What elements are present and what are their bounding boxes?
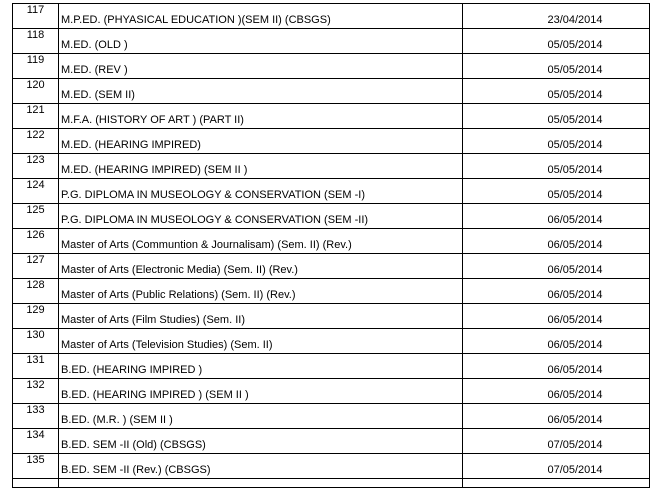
exam-date-cell: 06/05/2014	[463, 379, 650, 404]
table-row	[13, 29, 650, 54]
row-number-cell: 126	[13, 229, 59, 254]
empty-cell	[59, 479, 463, 488]
row-number-cell: 118	[13, 29, 59, 54]
course-name-cell: B.ED. (M.R. ) (SEM II )	[59, 404, 463, 429]
exam-date-cell: 06/05/2014	[463, 229, 650, 254]
exam-date-cell: 06/05/2014	[463, 329, 650, 354]
course-name-cell: Master of Arts (Electronic Media) (Sem. II) (Rev.)	[59, 254, 463, 279]
exam-date-cell: 05/05/2014	[463, 129, 650, 154]
row-number-cell: 134	[13, 429, 59, 454]
course-name-cell: B.ED. SEM -II (Rev.) (CBSGS)	[59, 454, 463, 479]
exam-schedule-table-container	[12, 3, 650, 488]
row-number-cell: 129	[13, 304, 59, 329]
exam-date-cell: 06/05/2014	[463, 254, 650, 279]
exam-date-cell: 05/05/2014	[463, 29, 650, 54]
course-name-cell: B.ED. (HEARING IMPIRED )	[59, 354, 463, 379]
exam-date-cell: 06/05/2014	[463, 354, 650, 379]
exam-date-cell: 07/05/2014	[463, 429, 650, 454]
table-body	[13, 4, 650, 488]
exam-schedule-table	[12, 3, 650, 488]
row-number-cell: 135	[13, 454, 59, 479]
table-row	[13, 179, 650, 204]
empty-cell	[13, 479, 59, 488]
exam-date-cell: 23/04/2014	[463, 4, 650, 29]
course-name-cell: P.G. DIPLOMA IN MUSEOLOGY & CONSERVATION (SEM -II)	[59, 204, 463, 229]
table-row	[13, 354, 650, 379]
exam-date-cell: 05/05/2014	[463, 54, 650, 79]
table-row	[13, 104, 650, 129]
course-name-cell: M.ED. (HEARING IMPIRED) (SEM II )	[59, 154, 463, 179]
exam-date-cell: 05/05/2014	[463, 154, 650, 179]
row-number-cell: 128	[13, 279, 59, 304]
exam-date-cell: 07/05/2014	[463, 454, 650, 479]
table-row	[13, 279, 650, 304]
row-number-cell: 122	[13, 129, 59, 154]
exam-date-cell: 05/05/2014	[463, 79, 650, 104]
row-number-cell: 123	[13, 154, 59, 179]
course-name-cell: B.ED. SEM -II (Old) (CBSGS)	[59, 429, 463, 454]
table-row	[13, 254, 650, 279]
exam-date-cell: 05/05/2014	[463, 104, 650, 129]
table-row	[13, 204, 650, 229]
row-number-cell: 132	[13, 379, 59, 404]
table-row	[13, 129, 650, 154]
exam-date-cell: 06/05/2014	[463, 404, 650, 429]
table-row	[13, 429, 650, 454]
exam-date-cell: 06/05/2014	[463, 304, 650, 329]
table-row	[13, 304, 650, 329]
course-name-cell: B.ED. (HEARING IMPIRED ) (SEM II )	[59, 379, 463, 404]
table-row	[13, 379, 650, 404]
table-row	[13, 154, 650, 179]
course-name-cell: M.ED. (OLD )	[59, 29, 463, 54]
course-name-cell: Master of Arts (Television Studies) (Sem. II)	[59, 329, 463, 354]
empty-cell	[463, 479, 650, 488]
row-number-cell: 130	[13, 329, 59, 354]
exam-date-cell: 05/05/2014	[463, 179, 650, 204]
course-name-cell: M.F.A. (HISTORY OF ART ) (PART II)	[59, 104, 463, 129]
course-name-cell: Master of Arts (Film Studies) (Sem. II)	[59, 304, 463, 329]
row-number-cell: 117	[13, 4, 59, 29]
table-row	[13, 79, 650, 104]
course-name-cell: M.P.ED. (PHYASICAL EDUCATION )(SEM II) (CBSGS)	[59, 4, 463, 29]
table-row	[13, 404, 650, 429]
exam-date-cell: 06/05/2014	[463, 279, 650, 304]
row-number-cell: 124	[13, 179, 59, 204]
table-row	[13, 54, 650, 79]
row-number-cell: 120	[13, 79, 59, 104]
table-row	[13, 229, 650, 254]
row-number-cell: 131	[13, 354, 59, 379]
table-row	[13, 329, 650, 354]
row-number-cell: 133	[13, 404, 59, 429]
table-row-partial	[13, 479, 650, 488]
course-name-cell: Master of Arts (Public Relations) (Sem. II) (Rev.)	[59, 279, 463, 304]
course-name-cell: M.ED. (HEARING IMPIRED)	[59, 129, 463, 154]
table-row	[13, 454, 650, 479]
course-name-cell: M.ED. (SEM II)	[59, 79, 463, 104]
row-number-cell: 125	[13, 204, 59, 229]
row-number-cell: 121	[13, 104, 59, 129]
row-number-cell: 119	[13, 54, 59, 79]
exam-date-cell: 06/05/2014	[463, 204, 650, 229]
course-name-cell: M.ED. (REV )	[59, 54, 463, 79]
row-number-cell: 127	[13, 254, 59, 279]
course-name-cell: P.G. DIPLOMA IN MUSEOLOGY & CONSERVATION (SEM -I)	[59, 179, 463, 204]
table-row	[13, 4, 650, 29]
course-name-cell: Master of Arts (Communtion & Journalisam) (Sem. II) (Rev.)	[59, 229, 463, 254]
